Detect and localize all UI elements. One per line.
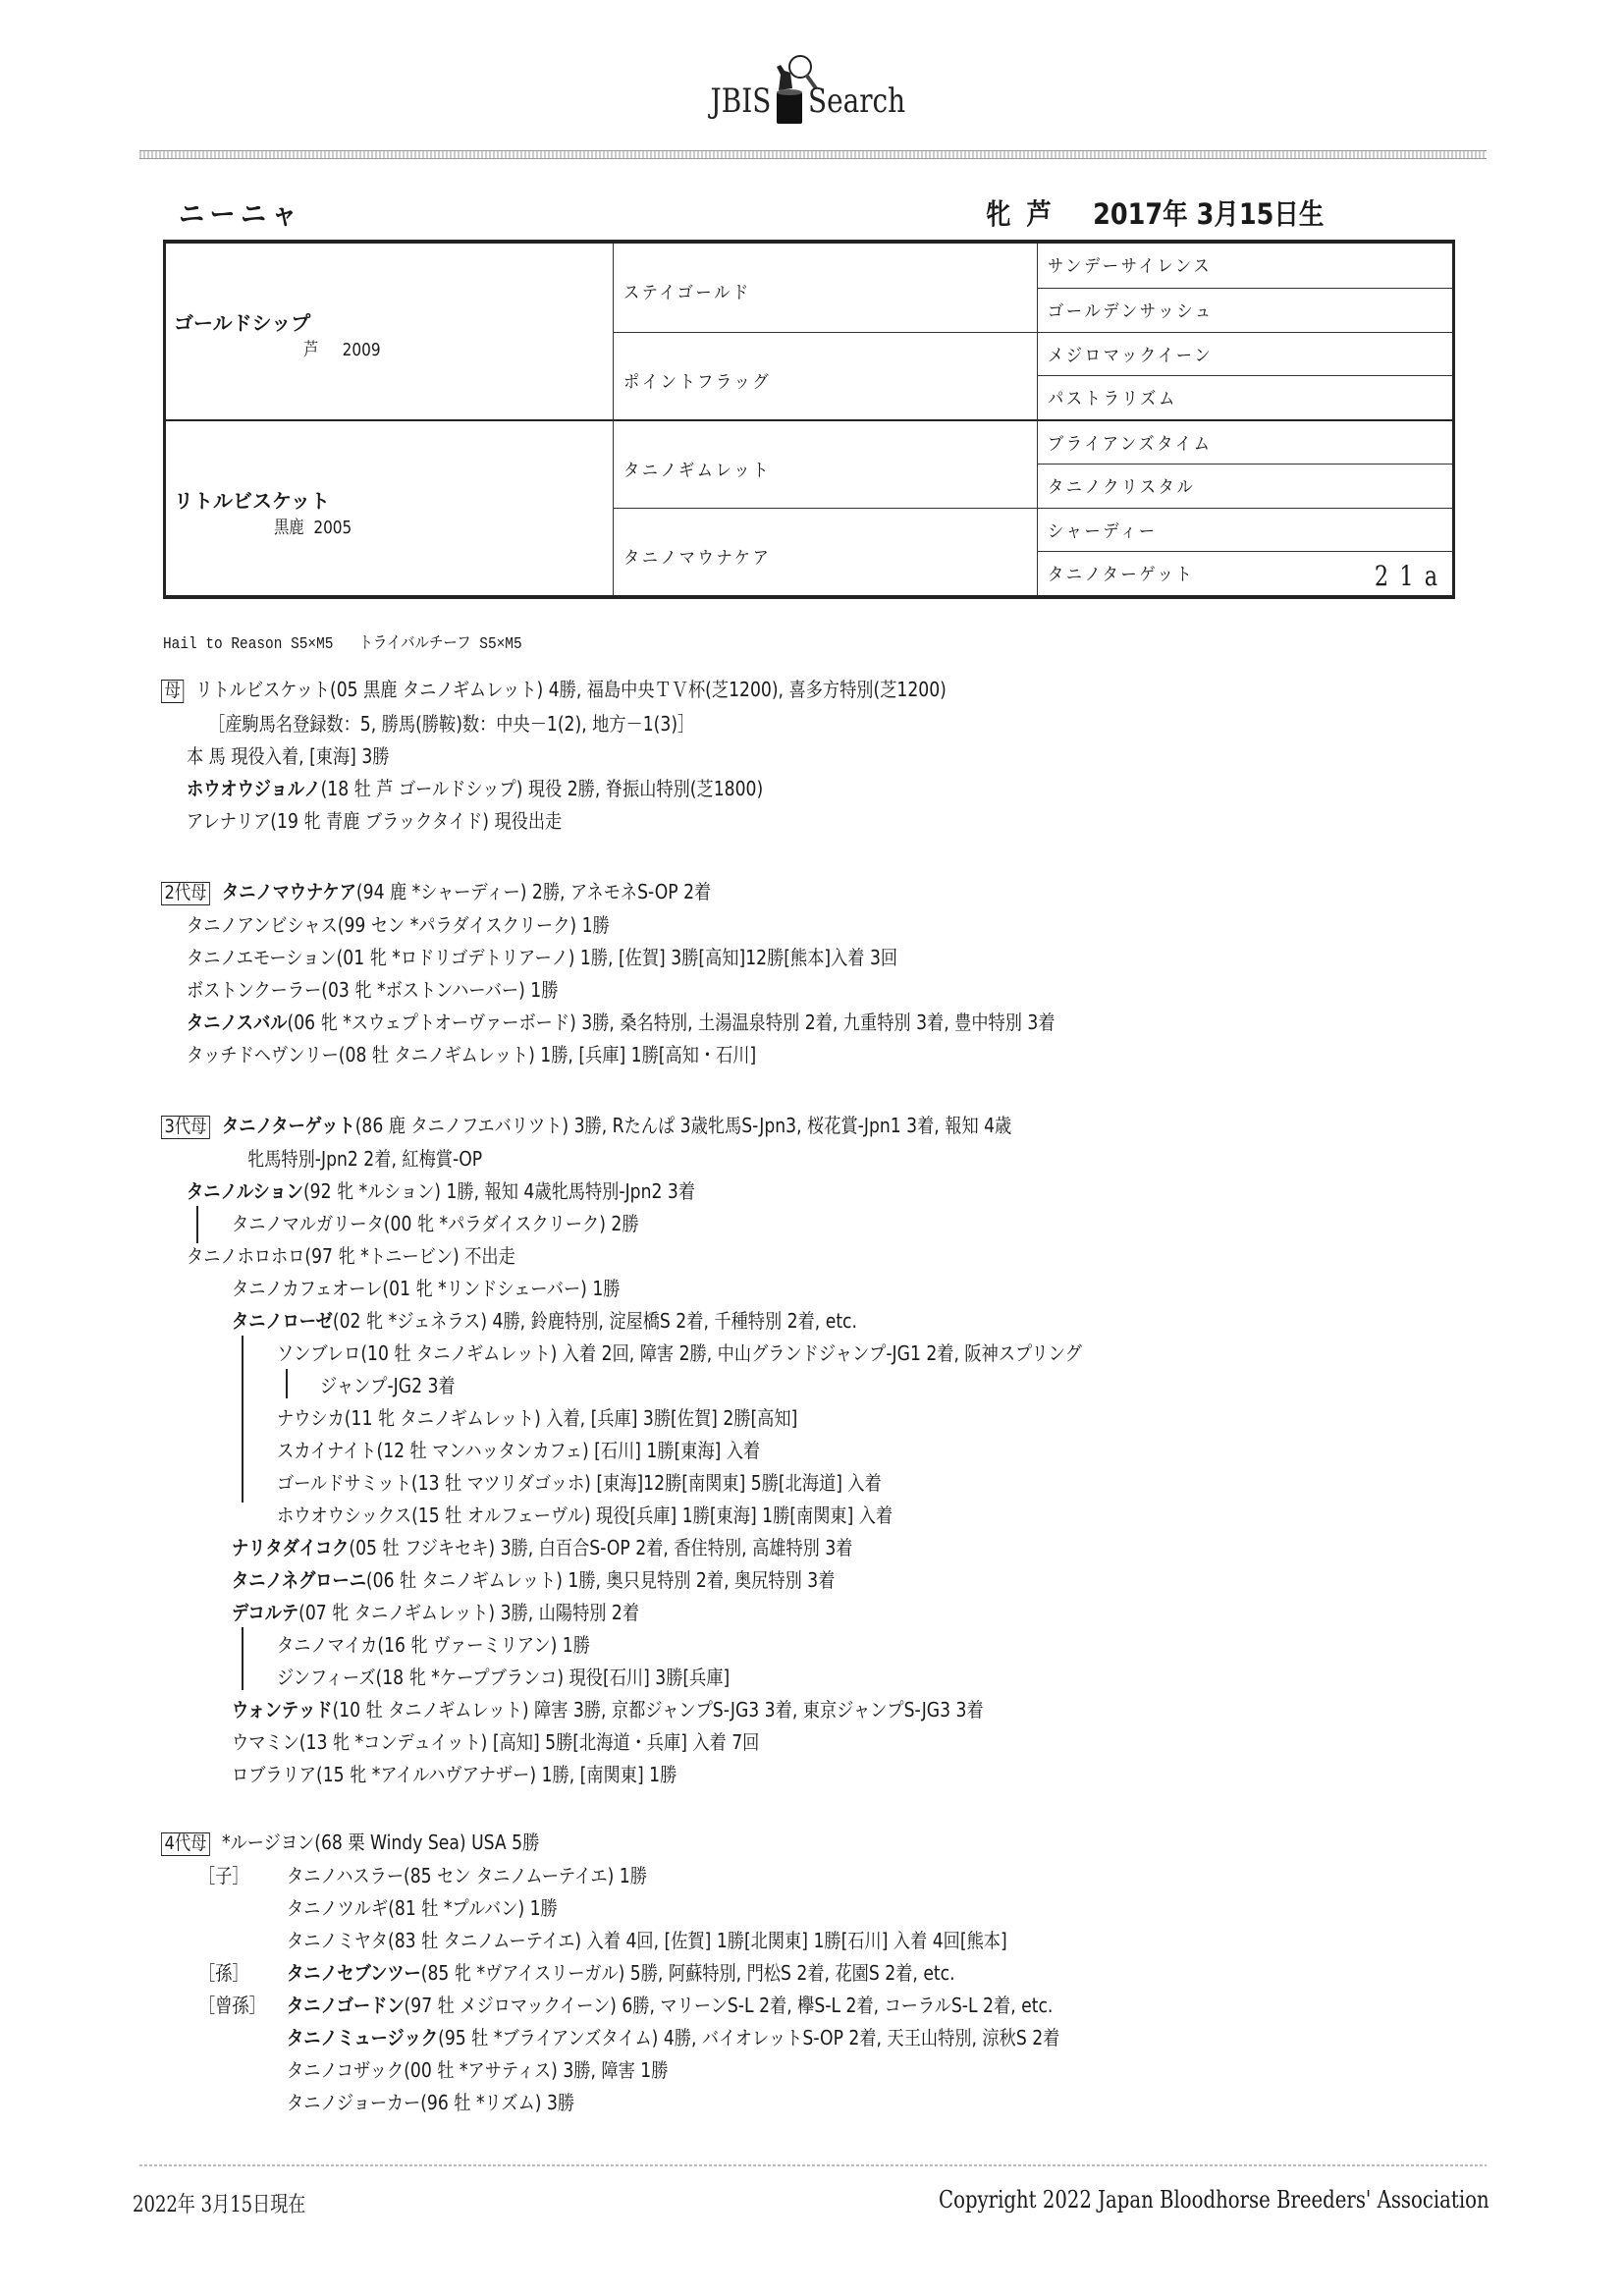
gen3-name: ゴールデンサッシュ (1048, 301, 1214, 322)
pedigree-sire-cell (166, 244, 613, 419)
inbreeding-note: Hail to Reason S5×M5 トライバルチーフ S5×M5 (163, 635, 522, 654)
list-item (232, 1538, 852, 1558)
list-item-text: (05 黒鹿 タニノギムレット) 4勝, 福島中央ＴＶ杯(芝1200), 喜多方特別(芝1200) (330, 678, 947, 701)
logo-text-search: Search (808, 82, 906, 121)
logo-text-jbis: JBIS (710, 82, 772, 121)
list-item (187, 1181, 695, 1201)
list-item-name: タニノルション (187, 1179, 303, 1203)
pedigree-gen3-cell (1038, 464, 1452, 508)
list-item-name: タニノセブンツー (287, 1961, 421, 1985)
gen2-name: タニノマウナケア (623, 547, 772, 569)
list-item (287, 2028, 1059, 2048)
tree-line (196, 1206, 198, 1243)
horse-color: 芦 (1026, 197, 1052, 231)
gen3-name: シャーディー (1048, 520, 1158, 542)
list-item: 本 馬 現役入着, [東海] 3勝 (187, 744, 390, 768)
section-label-fourth-dam: 4代母 (161, 1832, 210, 1856)
list-item (287, 1995, 1053, 2015)
gen2-name: ステイゴールド (623, 283, 751, 303)
horse-sex: 牝 (986, 197, 1011, 231)
dam-color: 黒鹿 (274, 518, 304, 538)
sire-year: 2009 (342, 340, 381, 360)
list-item-text: (92 牝 *ルション) 1勝, 報知 4歳牝馬特別-Jpn2 3着 (302, 1179, 696, 1203)
list-item (277, 1343, 1082, 1363)
list-item-name: タニノミュージック (287, 2026, 439, 2050)
list-item-name: タニノスバル (187, 1011, 288, 1034)
list-item (187, 1012, 1056, 1032)
pedigree-gen3-cell (1038, 375, 1452, 419)
tree-line (286, 1369, 288, 1398)
list-item-text: (95 牡 *ブライアンズタイム) 4勝, バイオレットS-OP 2着, 天王山特別, 涼秋S 2着 (438, 2026, 1060, 2050)
list-item-name: タニノマウナケア (222, 880, 356, 903)
sire-meta (303, 336, 381, 361)
sire-name: ゴールドシップ (174, 311, 311, 335)
list-item: ロブラリア(15 牝 *アイルハヴアナザー) 1勝, [南関東] 1勝 (232, 1763, 677, 1786)
list-item: ［産駒馬名登録数：5, 勝馬(勝鞍)数：中央－1(2), 地方－1(3)］ (208, 712, 695, 736)
list-item: アレナリア(19 牝 青鹿 ブラックタイド) 現役出走 (187, 809, 563, 833)
list-item-name: タニノネグローニ (232, 1568, 366, 1592)
pedigree-gen3-cell (1038, 288, 1452, 332)
as-of-date: 2022年 3月15日現在 (133, 2193, 306, 2217)
fourth-dam-section-header (161, 1832, 539, 1856)
list-item-text: (94 鹿 *シャーディー) 2勝, アネモネS-OP 2着 (355, 880, 712, 903)
dam-name: リトルビスケット (174, 489, 330, 513)
list-item: タッチドヘヴンリー(08 牡 タニノギムレット) 1勝, [兵庫] 1勝[高知・石川] (187, 1043, 757, 1066)
list-item-text: (97 牡 メジロマックイーン) 6勝, マリーンS-L 2着, 欅S-L 2着, コーラルS-L 2着, etc. (404, 1994, 1054, 2017)
list-item-text: (06 牝 *スウェプトオーヴァーボード) 3勝, 桑名特別, 土湯温泉特別 2着, 九重特別 3着, 豊中特別 3着 (287, 1011, 1056, 1034)
footer-rule (139, 2164, 1487, 2166)
list-item: タニノコザック(00 牡 *アサティス) 3勝, 障害 1勝 (287, 2058, 669, 2082)
pedigree-gen2-cell (614, 332, 1037, 420)
pedigree-gen3-cell (1038, 508, 1452, 552)
pedigree-gen3-cell (1038, 419, 1452, 464)
list-item: ナウシカ(11 牝 タニノギムレット) 入着, [兵庫] 3勝[佐賀] 2勝[高知] (277, 1406, 798, 1430)
gen2-name: ポイントフラッグ (623, 371, 772, 393)
list-item-name: ナリタダイコク (232, 1536, 350, 1559)
pedigree-gen3-cell (1038, 551, 1452, 595)
gen2-name: タニノギムレット (623, 461, 772, 481)
pedigree-gen3-cell (1038, 332, 1452, 376)
dam-year: 2005 (313, 518, 352, 538)
list-item-text: (10 牡 タニノギムレット) 入着 2回, 障害 2勝, 中山グランドジャンプ-JG1 2着, 阪神スプリング (360, 1341, 1082, 1365)
list-item (232, 1311, 857, 1331)
list-item: ジャンプ-JG2 3着 (320, 1374, 456, 1397)
list-item-name: デコルテ (232, 1601, 299, 1624)
list-item (232, 1603, 639, 1622)
list-item: タニノマイカ(16 牝 ヴァーミリアン) 1勝 (277, 1633, 590, 1657)
list-item-text: (85 牝 *ヴアイスリーガル) 5勝, 阿蘇特別, 門松S 2着, 花園S 2着, etc. (420, 1961, 955, 1985)
list-item-text: (07 牝 タニノギムレット) 3勝, 山陽特別 2着 (298, 1601, 640, 1624)
list-item-name: タニノターゲット (222, 1114, 355, 1137)
list-item-name: タニノローゼ (232, 1309, 333, 1333)
list-item: タニノエモーション(01 牝 *ロドリゴデトリアーノ) 1勝, [佐賀] 3勝[高知]12勝[熊本]入着 3回 (187, 946, 898, 969)
list-item (187, 779, 763, 798)
list-item: タニノカフェオーレ(01 牝 *リンドシェーバー) 1勝 (232, 1277, 621, 1300)
pedigree-grandparents-column (614, 244, 1038, 595)
group-tag-children: ［子］ (198, 1864, 249, 1887)
list-item-text: (86 鹿 タニノフエバリツト) 3勝, Rたんぱ 3歳牝馬S-Jpn3, 桜花賞-Jpn1 3着, 報知 4歳 (354, 1114, 1012, 1137)
list-item: タニノツルギ(81 牡 *プルバン) 1勝 (287, 1896, 558, 1920)
horse-magnifier-icon (777, 61, 802, 118)
gen3-name: タニノターゲット (1048, 565, 1195, 586)
horse-birthdate: 2017年 3月15日生 (1093, 197, 1325, 231)
list-item: 牝馬特別-Jpn2 2着, 紅梅賞-OP (247, 1147, 483, 1171)
list-item (232, 1570, 835, 1590)
section-label-second-dam: 2代母 (161, 882, 210, 905)
pedigree-great-grandparents-column (1038, 244, 1452, 595)
list-item: ウマミン(13 牝 *コンデュイット) [高知] 5勝[北海道・兵庫] 入着 7回 (232, 1730, 760, 1754)
gen3-name: タニノクリスタル (1048, 476, 1196, 498)
jbis-search-logo (0, 61, 1624, 149)
pedigree-gen2-cell (614, 244, 1037, 332)
list-item: スカイナイト(12 牡 マンハッタンカフェ) [石川] 1勝[東海] 入着 (277, 1439, 761, 1462)
pedigree-gen2-cell (614, 419, 1037, 508)
pedigree-table (163, 240, 1455, 599)
list-item-name: ウォンテッド (232, 1698, 333, 1722)
tree-line (242, 1336, 244, 1503)
list-item: タニノホロホロ(97 牝 *トニービン) 不出走 (187, 1244, 515, 1268)
section-label-dam: 母 (161, 680, 184, 703)
list-item-name: ソンブレロ (277, 1341, 361, 1365)
pedigree-gen3-cell (1038, 244, 1452, 288)
tree-line (242, 1627, 244, 1690)
list-item-name: ホウオウジョルノ (187, 777, 321, 800)
gen3-name: ブライアンズタイム (1048, 434, 1213, 455)
list-item: ジンフィーズ(18 牝 *ケープブランコ) 現役[石川] 3勝[兵庫] (277, 1666, 731, 1689)
list-item: タニノジョーカー(96 牡 *リズム) 3勝 (287, 2091, 575, 2114)
pedigree-parents-column (166, 244, 614, 595)
list-item-text: *ルージヨン(68 栗 Windy Sea) USA 5勝 (222, 1831, 540, 1854)
list-item: タニノミヤタ(83 牡 タニノムーテイエ) 入着 4回, [佐賀] 1勝[北関東] 1勝[石川] 入着 4回[熊本] (287, 1929, 1007, 1952)
gen3-name: パストラリズム (1048, 389, 1177, 410)
list-item-text: (10 牡 タニノギムレット) 障害 3勝, 京都ジャンプS-JG3 3着, 東京ジャンプS-JG3 3着 (332, 1698, 984, 1722)
gen3-name: サンデーサイレンス (1048, 256, 1213, 277)
list-item-text: (02 牝 *ジェネラス) 4勝, 鈴鹿特別, 淀屋橋S 2着, 千種特別 2着, etc. (332, 1309, 857, 1333)
pedigree-gen2-cell (614, 508, 1037, 596)
gen3-name: メジロマックイーン (1048, 345, 1214, 366)
section-label-third-dam: 3代母 (161, 1116, 210, 1139)
sire-color: 芦 (303, 340, 319, 360)
copyright: Copyright 2022 Japan Bloodhorse Breeders' Association (939, 2186, 1489, 2214)
list-item (232, 1700, 984, 1720)
list-item: タニノアンビシャス(99 セン *パラダイスクリーク) 1勝 (187, 913, 610, 937)
list-item: ボストンクーラー(03 牝 *ボストンハーバー) 1勝 (187, 978, 559, 1002)
dam-meta (274, 514, 352, 539)
horse-info (986, 192, 1324, 233)
list-item-text: (05 牡 フジキセキ) 3勝, 白百合S-OP 2着, 香住特別, 高雄特別 3着 (349, 1536, 853, 1559)
pedigree-dam-cell (166, 419, 613, 595)
list-item: ゴールドサミット(13 牡 マツリダゴッホ) [東海]12勝[南関東] 5勝[北海道] 入着 (277, 1471, 882, 1495)
list-item-text: (18 牡 芦 ゴールドシップ) 現役 2勝, 脊振山特別(芝1800) (320, 777, 764, 800)
list-item-name: タニノゴードン (287, 1994, 405, 2017)
family-number: 21a (1374, 560, 1448, 592)
dam-section-header (161, 680, 947, 703)
group-tag-great-grandchildren: ［曾孫］ (198, 1994, 266, 2017)
list-item: タニノハスラー(85 セン タニノムーテイエ) 1勝 (287, 1864, 647, 1887)
header-rule (139, 150, 1487, 159)
second-dam-section-header (161, 882, 711, 905)
third-dam-section-header (161, 1116, 1011, 1139)
group-tag-grandchildren: ［孫］ (198, 1961, 249, 1985)
list-item: ホウオウシックス(15 牡 オルフェーヴル) 現役[兵庫] 1勝[東海] 1勝[南関東] 入着 (277, 1503, 893, 1527)
list-item (287, 1963, 955, 1983)
horse-name: ニーニャ (179, 197, 303, 231)
list-item-name: リトルビスケット (195, 678, 331, 701)
list-item: タニノマルガリータ(00 牝 *パラダイスクリーク) 2勝 (232, 1212, 639, 1235)
list-item-text: (06 牡 タニノギムレット) 1勝, 奥只見特別 2着, 奥尻特別 3着 (365, 1568, 836, 1592)
